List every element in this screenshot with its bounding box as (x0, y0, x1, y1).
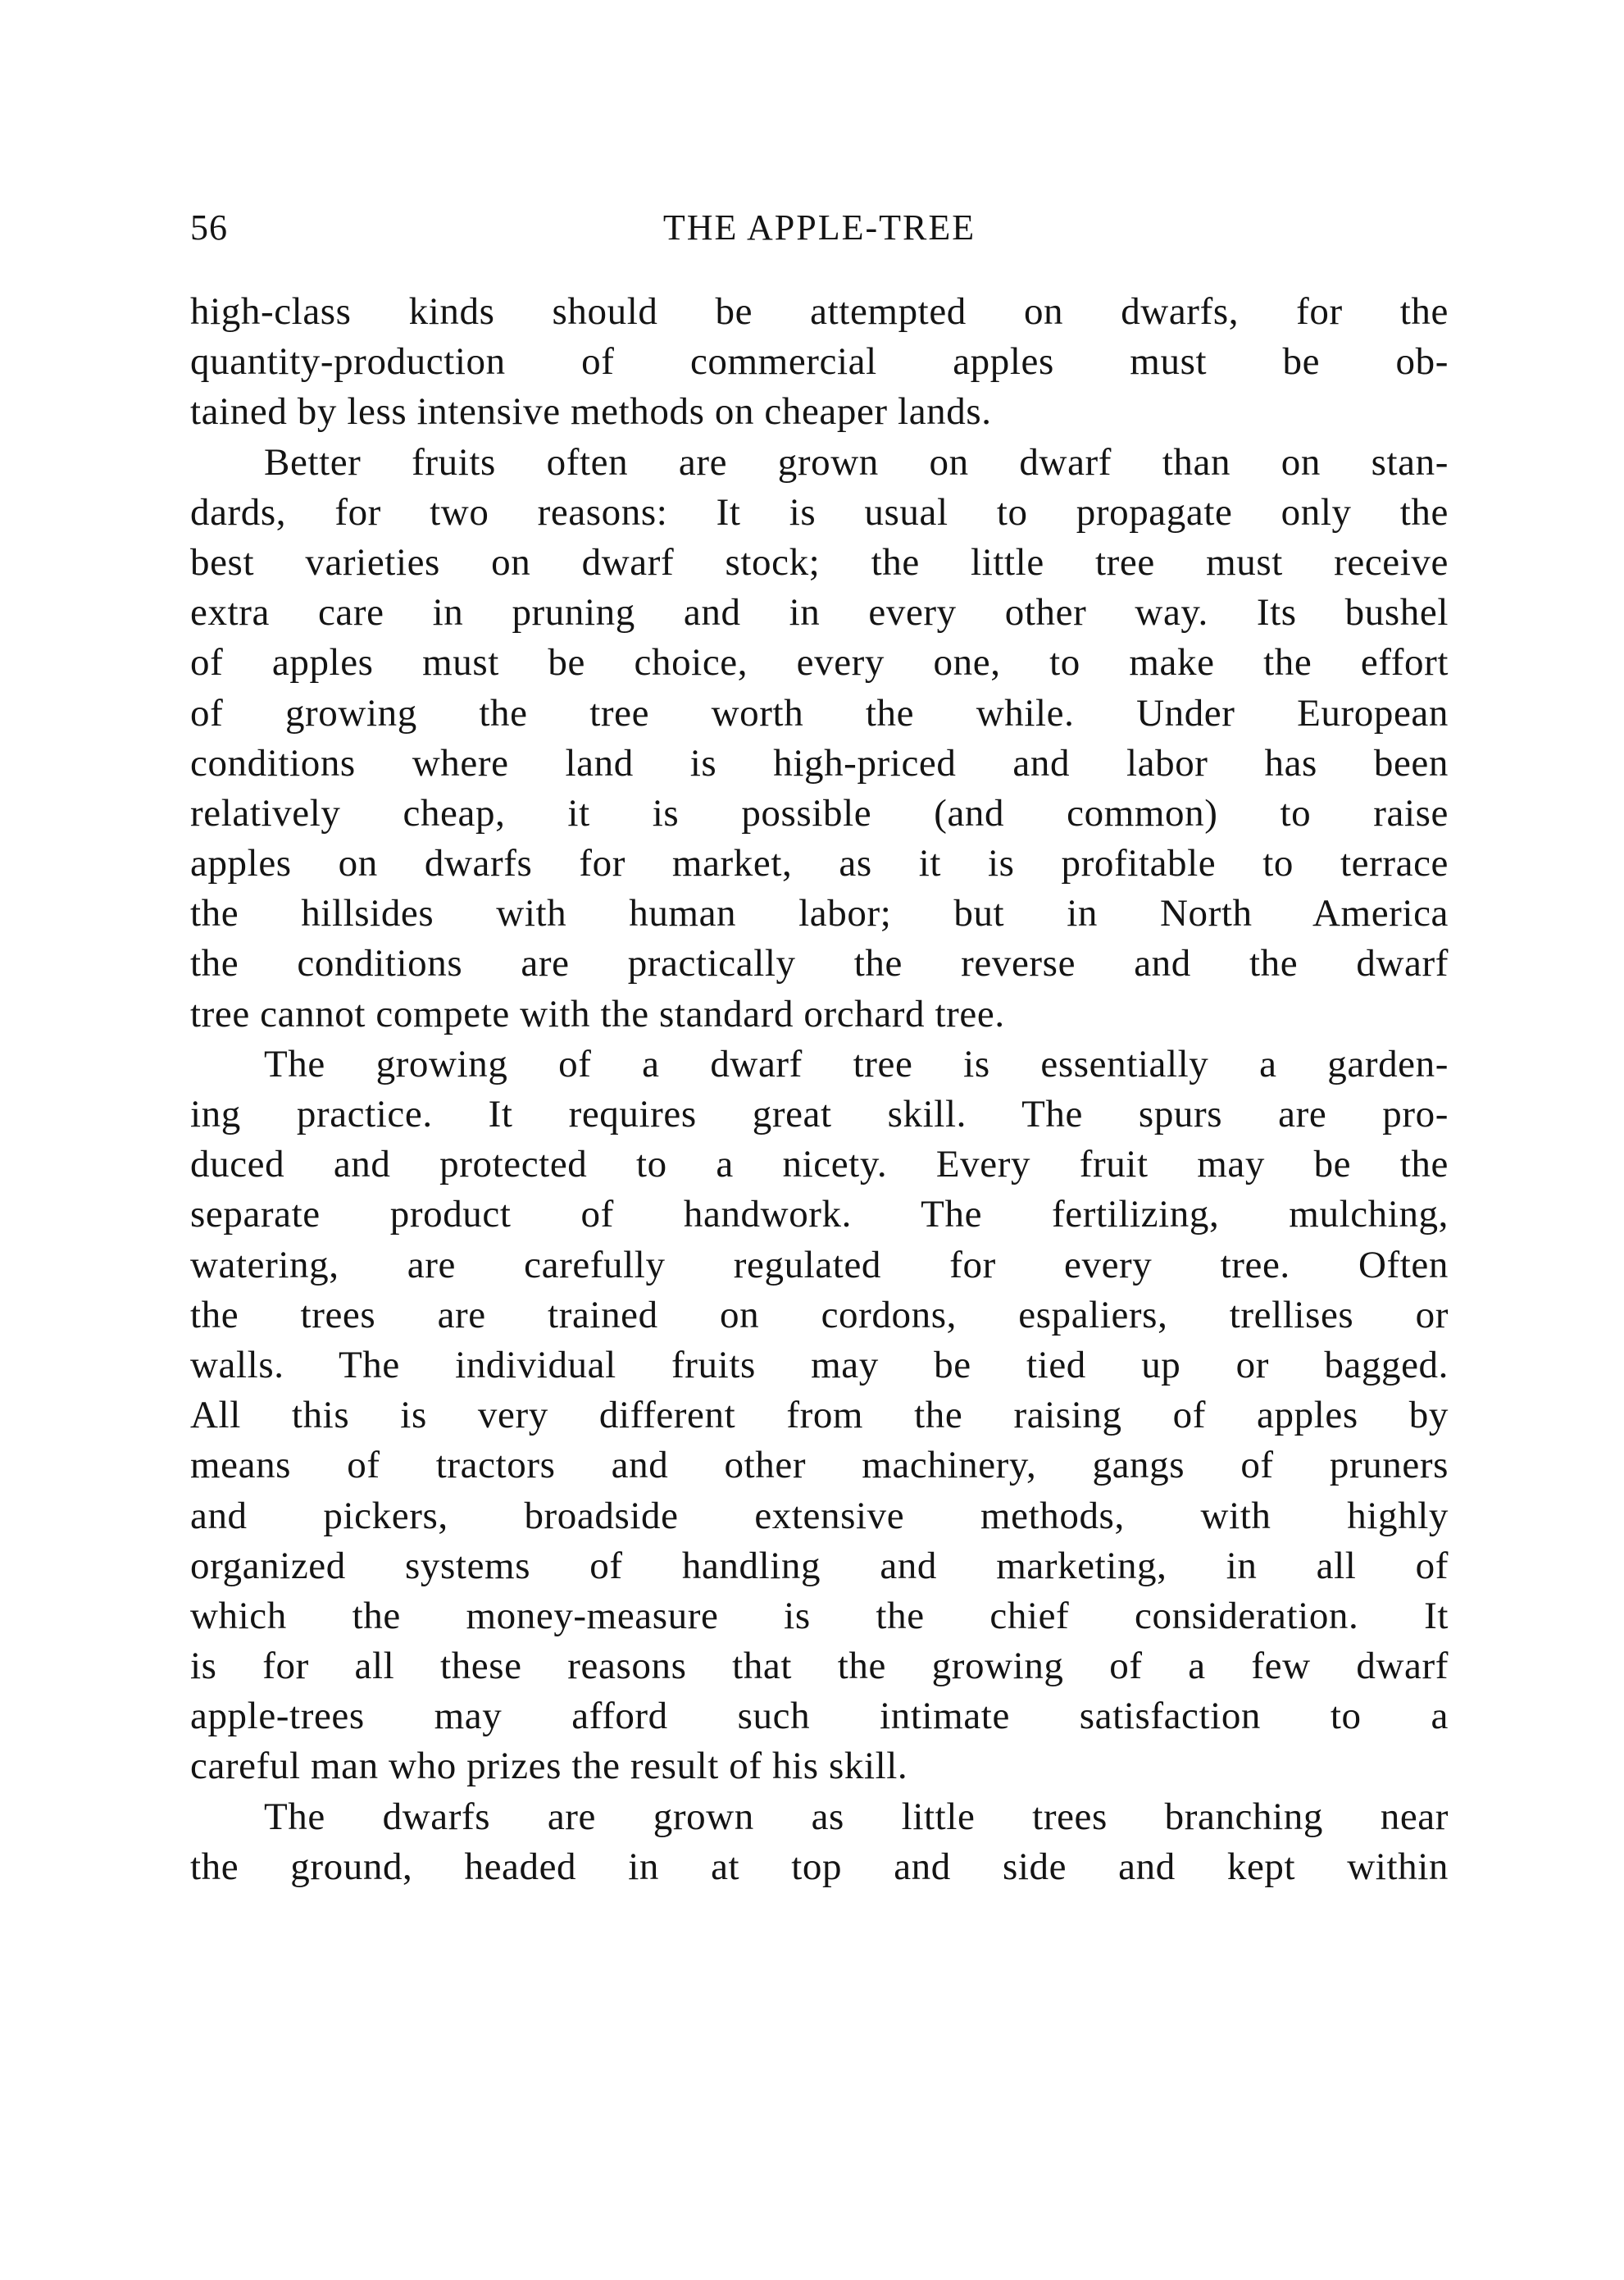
text-line: ing practice. It requires great skill. The spurs are pro- (190, 1093, 1449, 1135)
text-line: organized systems of handling and marketing, in all of (190, 1544, 1449, 1587)
text-line: The growing of a dwarf tree is essentially a garden- (264, 1042, 1449, 1085)
text-line: dards, for two reasons: It is usual to propagate only the (190, 490, 1449, 534)
text-line: watering, are carefully regulated for every tree. Often (190, 1243, 1449, 1286)
body-text (190, 287, 1449, 1892)
text-line: the trees are trained on cordons, espaliers, trellises or (190, 1293, 1449, 1336)
page-header (190, 207, 1449, 256)
text-line: extra care in pruning and in every other way. Its bushel (190, 591, 1449, 635)
text-line: and pickers, broadside extensive methods, with highly (190, 1494, 1449, 1537)
text-line: the conditions are practically the reverse and the dwarf (190, 942, 1449, 985)
text-line: separate product of handwork. The fertilizing, mulching, (190, 1193, 1449, 1236)
text-line: which the money-measure is the chief consideration. It (190, 1594, 1449, 1637)
running-title: THE APPLE-TREE (662, 207, 976, 248)
text-line: apples on dwarfs for market, as it is profitable to terrace (190, 842, 1449, 885)
text-line: the hillsides with human labor; but in North America (190, 892, 1449, 935)
text-line: of growing the tree worth the while. Under European (190, 691, 1449, 735)
text-line: Better fruits often are grown on dwarf than on stan- (264, 440, 1449, 484)
text-line: is for all these reasons that the growing of a few dwarf (190, 1645, 1449, 1688)
text-line: walls. The individual fruits may be tied up or bagged. (190, 1343, 1449, 1386)
text-line: careful man who prizes the result of his skill. (190, 1745, 908, 1788)
page-number: 56 (190, 207, 228, 248)
text-line: The dwarfs are grown as little trees branching near (264, 1795, 1449, 1838)
text-line: apple-trees may afford such intimate satisfaction to a (190, 1695, 1449, 1738)
text-line: duced and protected to a nicety. Every fruit may be the (190, 1143, 1449, 1186)
text-line: relatively cheap, it is possible (and common) to raise (190, 791, 1449, 835)
text-line: All this is very different from the raising of apples by (190, 1394, 1449, 1437)
text-line: means of tractors and other machinery, gangs of pruners (190, 1444, 1449, 1487)
text-line: tree cannot compete with the standard orchard tree. (190, 992, 1005, 1035)
text-line: high-class kinds should be attempted on dwarfs, for the (190, 290, 1449, 333)
text-line: tained by less intensive methods on cheaper lands. (190, 390, 992, 434)
text-line: the ground, headed in at top and side and kept within (190, 1845, 1449, 1888)
text-line: conditions where land is high-priced and labor has been (190, 741, 1449, 785)
text-line: quantity-production of commercial apples must be ob- (190, 340, 1449, 384)
text-line: best varieties on dwarf stock; the little tree must receive (190, 540, 1449, 584)
text-line: of apples must be choice, every one, to make the effort (190, 641, 1449, 685)
